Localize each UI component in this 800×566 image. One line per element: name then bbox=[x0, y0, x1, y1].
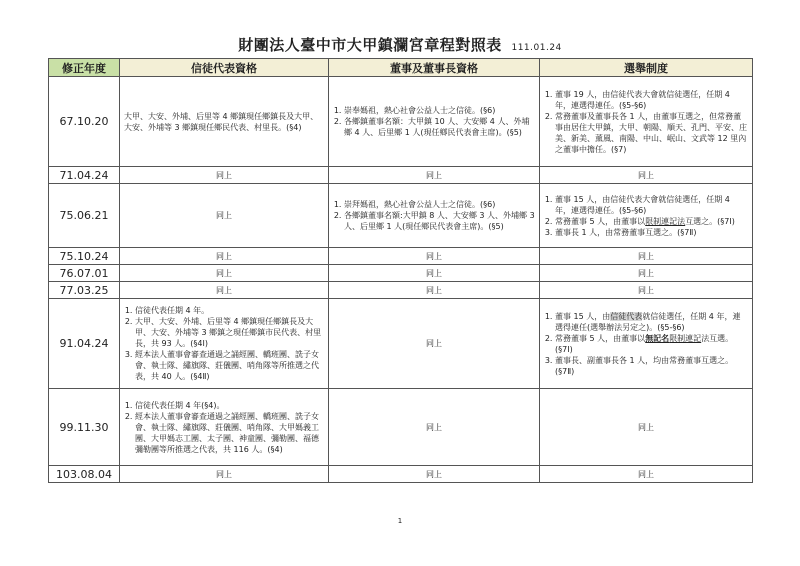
list-item bbox=[555, 333, 748, 355]
list-item: 2. 各鄉鎮董事名額:大甲鎮 8 人、大安鄉 3 人、外埔鄉 3 人、后里鄉 1 人(現任鄉民代表會主席)。(§5) bbox=[344, 210, 535, 232]
same-as-above: 同上 bbox=[540, 389, 753, 466]
list-item: 2. 常務董事及董事長各 1 人，由董事互選之，但常務董事由居住大甲鎮，大甲、朝陽、順天、孔門、平安、庄美、新美、薰風、南陽、中山、岷山、文武等 12 里內之董事中擔任。(§7) bbox=[555, 111, 748, 155]
same-as-above: 同上 bbox=[540, 248, 753, 265]
list-item: 1. 崇拜媽祖，熱心社會公益人士之信徒。(§6) bbox=[344, 199, 535, 210]
same-as-above: 同上 bbox=[120, 265, 329, 282]
same-as-above: 同上 bbox=[540, 265, 753, 282]
text-span: 常務董事 5 人，由董事以 bbox=[555, 333, 646, 343]
list-item: 1. 董事 15 人，由信徒代表大會就信徒選任，任期 4 年，連選得連任。(§5-§6) bbox=[555, 194, 748, 216]
list-item: 2. 大甲、大安、外埔、后里等 4 鄉鎮現任鄉鎮長及大甲、大安、外埔等 3 鄉鎮之現任鄉鎮市民代表、村里長，共 93 人。(§4Ⅰ) bbox=[135, 316, 324, 349]
row-year: 103.08.04 bbox=[49, 466, 120, 483]
list-item: 1. 董事 19 人，由信徒代表大會就信徒選任，任期 4 年，連選得連任。(§5-§6) bbox=[555, 89, 748, 111]
same-as-above: 同上 bbox=[540, 167, 753, 184]
row-year: 75.10.24 bbox=[49, 248, 120, 265]
table-row bbox=[49, 466, 753, 483]
row-year: 71.04.24 bbox=[49, 167, 120, 184]
list-item: 1. 信徒代表任期 4 年。 bbox=[135, 305, 324, 316]
row-year: 76.07.01 bbox=[49, 265, 120, 282]
election-system-cell bbox=[540, 77, 753, 167]
text-span: 就信徒選任，任期 4 年，連選得連任(選舉辦法另定之)。(§5-§6) bbox=[555, 311, 741, 332]
text-span: 互選之。(§7Ⅰ) bbox=[685, 216, 735, 226]
election-system-cell bbox=[540, 184, 753, 248]
list-item: 3. 經本法人董事會審查通過之誦經團、轎班團、詵子女會、執士隊、繡旗隊、莊儀團、哨角隊等所推選之代表，共 40 人。(§4Ⅱ) bbox=[135, 349, 324, 382]
same-as-above: 同上 bbox=[329, 282, 540, 299]
same-as-above: 同上 bbox=[540, 282, 753, 299]
list-item: 1. 崇奉媽祖，熱心社會公益人士之信徒。(§6) bbox=[344, 105, 535, 116]
text-span: 常務董事 5 人，由董事以 bbox=[555, 216, 646, 226]
comparison-table bbox=[48, 58, 753, 483]
row-year: 91.04.24 bbox=[49, 299, 120, 389]
header-election-system: 選舉制度 bbox=[540, 59, 753, 77]
table-row bbox=[49, 299, 753, 389]
same-as-above: 同上 bbox=[329, 248, 540, 265]
same-as-above: 同上 bbox=[329, 389, 540, 466]
table-row bbox=[49, 77, 753, 167]
list-item: 1. 信徒代表任期 4 年(§4)。 bbox=[135, 400, 324, 411]
same-as-above: 同上 bbox=[329, 167, 540, 184]
title-text: 財團法人臺中市大甲鎮瀾宮章程對照表 bbox=[238, 36, 502, 54]
list-item bbox=[555, 311, 748, 333]
document-title bbox=[0, 34, 800, 55]
header-member-qualification: 信徒代表資格 bbox=[120, 59, 329, 77]
same-as-above: 同上 bbox=[120, 248, 329, 265]
bold-term: 無記名 bbox=[645, 333, 670, 343]
underlined-term: 限制連記 bbox=[669, 333, 702, 343]
page-number: 1 bbox=[397, 517, 403, 525]
table-row bbox=[49, 265, 753, 282]
same-as-above: 同上 bbox=[120, 466, 329, 483]
member-qualification-cell bbox=[120, 299, 329, 389]
row-year: 75.06.21 bbox=[49, 184, 120, 248]
row-year: 99.11.30 bbox=[49, 389, 120, 466]
header-director-qualification: 董事及董事長資格 bbox=[329, 59, 540, 77]
header-year: 修正年度 bbox=[49, 59, 120, 77]
election-system-cell bbox=[540, 299, 753, 389]
same-as-above: 同上 bbox=[120, 184, 329, 248]
same-as-above: 同上 bbox=[540, 466, 753, 483]
table-row bbox=[49, 184, 753, 248]
row-year: 67.10.20 bbox=[49, 77, 120, 167]
table-row bbox=[49, 167, 753, 184]
same-as-above: 同上 bbox=[329, 466, 540, 483]
same-as-above: 同上 bbox=[329, 265, 540, 282]
member-qualification-cell: 大甲、大安、外埔、后里等 4 鄉鎮現任鄉鎮長及大甲、大安、外埔等 3 鄉鎮現任鄉民代表、村里長。(§4) bbox=[120, 77, 329, 167]
highlighted-term: 信徒代表 bbox=[610, 311, 643, 321]
same-as-above: 同上 bbox=[120, 282, 329, 299]
same-as-above: 同上 bbox=[120, 167, 329, 184]
text-span: 董事 15 人，由 bbox=[555, 311, 611, 321]
member-qualification-cell bbox=[120, 389, 329, 466]
director-qualification-cell bbox=[329, 77, 540, 167]
same-as-above: 同上 bbox=[329, 299, 540, 389]
list-item: 3. 董事長 1 人，由常務董事互選之。(§7Ⅱ) bbox=[555, 227, 748, 238]
list-item: 2. 經本法人董事會審查通過之誦經團、轎班團、詵子女會、執士隊、繡旗隊、莊儀團、哨角隊、大甲媽義工團、大甲媽志工團、太子團、神童團、彌勒團、福德彌勒團等所推選之代表，共 116 人。(§4) bbox=[135, 411, 324, 455]
list-item: 2. 各鄉鎮董事名額：大甲鎮 10 人、大安鄉 4 人、外埔鄉 4 人、后里鄉 1 人(現任鄉民代表會主席)。(§5) bbox=[344, 116, 535, 138]
text-span: 法互選。(§7Ⅰ) bbox=[555, 333, 734, 354]
list-item bbox=[555, 216, 748, 227]
row-year: 77.03.25 bbox=[49, 282, 120, 299]
table-row bbox=[49, 389, 753, 466]
list-item: 3. 董事長、副董事長各 1 人，均由常務董事互選之。(§7Ⅱ) bbox=[555, 355, 748, 377]
table-row bbox=[49, 248, 753, 265]
underlined-term: 限制連記法 bbox=[645, 216, 686, 226]
header-row bbox=[49, 59, 753, 77]
director-qualification-cell bbox=[329, 184, 540, 248]
table-row bbox=[49, 282, 753, 299]
title-date: 111.01.24 bbox=[511, 43, 562, 53]
